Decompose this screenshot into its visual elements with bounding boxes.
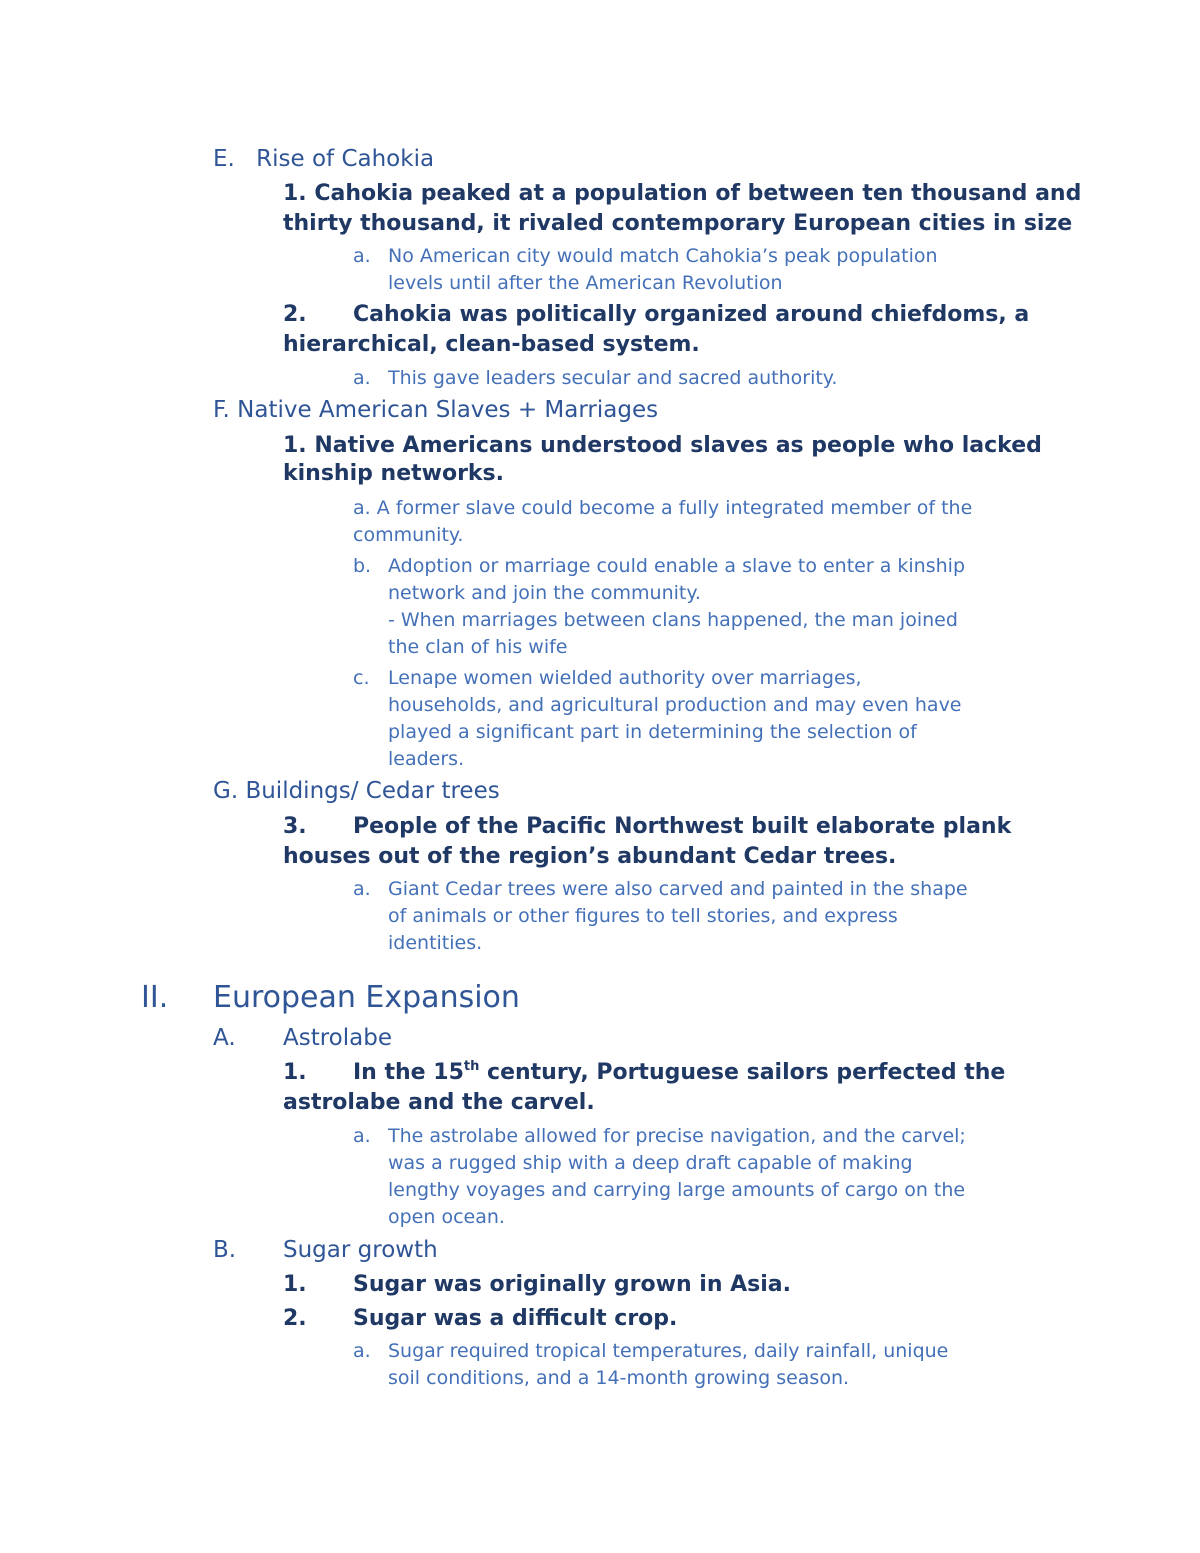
f-point-1-sub-c-line-4: leaders. [388, 748, 465, 770]
ii-a-point-1-line-1a: In the 15 [353, 1060, 464, 1085]
f-point-1-sub-c-line-3: played a significant part in determining the selection of [388, 721, 917, 743]
section-ii-a-title: Astrolabe [283, 1025, 392, 1051]
section-ii-label: II. [141, 980, 169, 1015]
ii-b-point-2-number: 2. [283, 1306, 307, 1331]
ii-b-point-2-text: Sugar was a difficult crop. [353, 1306, 678, 1331]
f-point-1-sub-c-line-1: Lenape women wielded authority over marriages, [388, 667, 862, 689]
g-point-3-line-1: People of the Pacific Northwest built elaborate plank [353, 814, 1012, 839]
ii-a-point-1-number: 1. [283, 1060, 307, 1085]
e-point-2-sub-a-line-1: This gave leaders secular and sacred authority. [388, 367, 838, 389]
e-point-2-line-1: Cahokia was politically organized around chiefdoms, a [353, 302, 1030, 327]
f-point-1-sub-b-label: b. [353, 555, 372, 577]
f-point-1-sub-b-line-2: network and join the community. [388, 582, 701, 604]
section-ii-b-title: Sugar growth [283, 1237, 438, 1263]
f-point-1-sub-b-dash-line-1: - When marriages between clans happened, the man joined [388, 609, 958, 631]
f-point-1-sub-a-line-1: a. A former slave could become a fully integrated member of the [353, 497, 973, 519]
g-point-3-sub-a-label: a. [353, 878, 371, 900]
g-point-3-line-2: houses out of the region’s abundant Cedar trees. [283, 844, 897, 869]
ii-a-point-1-sub-a-line-4: open ocean. [388, 1206, 505, 1228]
f-point-1-sub-c-line-2: households, and agricultural production and may even have [388, 694, 962, 716]
section-e-title: Rise of Cahokia [256, 146, 435, 172]
ii-a-point-1-sub-a-line-1: The astrolabe allowed for precise navigation, and the carvel; [388, 1125, 966, 1147]
e-point-2-number: 2. [283, 302, 307, 327]
e-point-1-sub-a-line-1: No American city would match Cahokia’s peak population [388, 245, 938, 267]
ii-a-point-1-sub-a-line-2: was a rugged ship with a deep draft capable of making [388, 1152, 913, 1174]
f-point-1-line-1: 1. Native Americans understood slaves as people who lacked [283, 433, 1042, 458]
e-point-1-sub-a-line-2: levels until after the American Revolution [388, 272, 783, 294]
section-ii-b-label: B. [213, 1237, 237, 1263]
ii-a-point-1-sub-a-label: a. [353, 1125, 371, 1147]
e-point-2-sub-a-label: a. [353, 367, 371, 389]
f-point-1-sub-c-label: c. [353, 667, 370, 689]
ii-b-point-1-number: 1. [283, 1272, 307, 1297]
g-point-3-number: 3. [283, 814, 307, 839]
e-point-2-line-2: hierarchical, clean-based system. [283, 332, 700, 357]
f-point-1-sub-a-line-2: community. [353, 524, 464, 546]
f-point-1-sub-b-dash-line-2: the clan of his wife [388, 636, 568, 658]
e-point-1-sub-a-label: a. [353, 245, 371, 267]
ii-a-point-1-line-1b: century, Portuguese sailors perfected the [479, 1060, 1006, 1085]
f-point-1-sub-b-line-1: Adoption or marriage could enable a slave to enter a kinship [388, 555, 966, 577]
section-ii-a-label: A. [213, 1025, 236, 1051]
section-e-heading [213, 146, 434, 172]
e-point-1-line-1: 1. Cahokia peaked at a population of between ten thousand and [283, 181, 1082, 206]
ii-b-point-2-sub-a-line-2: soil conditions, and a 14-month growing season. [388, 1367, 850, 1389]
ii-b-point-2-sub-a-line-1: Sugar required tropical temperatures, daily rainfall, unique [388, 1340, 949, 1362]
section-g-heading: G. Buildings/ Cedar trees [213, 778, 500, 804]
section-e-label: E. [213, 146, 235, 172]
ii-a-point-1-sub-a-line-3: lengthy voyages and carrying large amounts of cargo on the [388, 1179, 966, 1201]
section-ii-title: European Expansion [213, 980, 520, 1015]
ii-a-point-1-line-1 [353, 1060, 1005, 1085]
f-point-1-line-2: kinship networks. [283, 461, 505, 486]
e-point-1-line-2: thirty thousand, it rivaled contemporary European cities in size [283, 211, 1073, 236]
g-point-3-sub-a-line-1: Giant Cedar trees were also carved and painted in the shape [388, 878, 968, 900]
ii-b-point-1-text: Sugar was originally grown in Asia. [353, 1272, 792, 1297]
g-point-3-sub-a-line-2: of animals or other figures to tell stories, and express [388, 905, 898, 927]
g-point-3-sub-a-line-3: identities. [388, 932, 483, 954]
ii-a-point-1-line-2: astrolabe and the carvel. [283, 1090, 595, 1115]
section-f-heading: F. Native American Slaves + Marriages [213, 397, 659, 423]
ordinal-superscript: th [463, 1059, 480, 1074]
ii-b-point-2-sub-a-label: a. [353, 1340, 371, 1362]
